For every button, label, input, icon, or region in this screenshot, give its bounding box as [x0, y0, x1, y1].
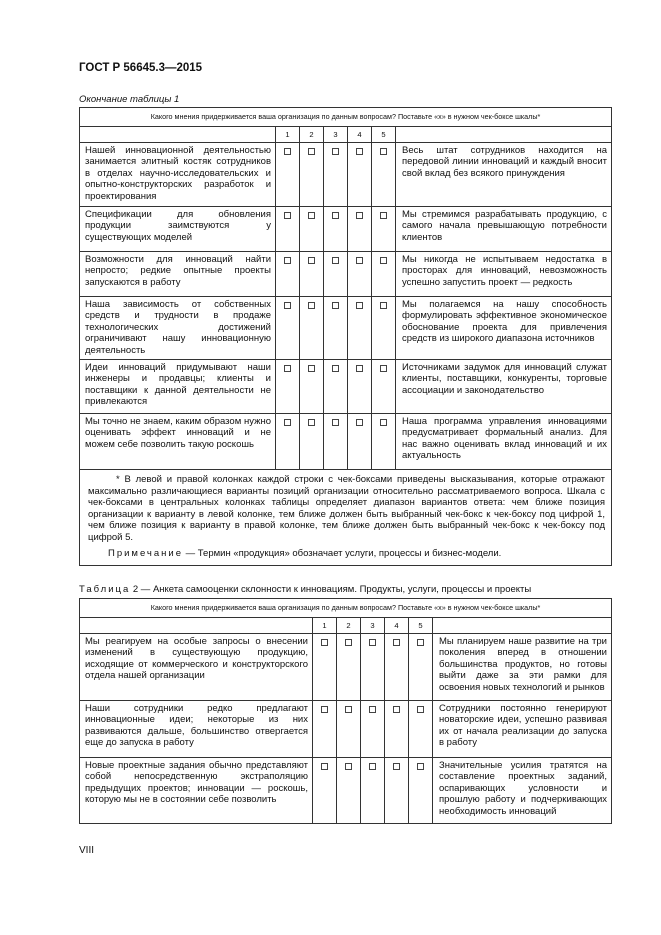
checkbox-5[interactable] — [380, 302, 387, 309]
checkbox-1[interactable] — [321, 639, 328, 646]
checkbox-5[interactable] — [380, 148, 387, 155]
scale-header-4: 4 — [385, 618, 409, 634]
checkbox-4[interactable] — [393, 706, 400, 713]
right-statement: Наша программа управления инновациями предусматривает формальный анализ. Для нас важно оценивать вклад инноваций и их актуальность — [396, 414, 612, 470]
right-statement: Весь штат сотрудников находится на передовой линии инноваций и каждый вносит свой вклад без всякого принуждения — [396, 143, 612, 207]
checkbox-1[interactable] — [321, 706, 328, 713]
table2-caption-label: Таблица — [79, 584, 131, 595]
table1-question: Какого мнения придерживается ваша организация по данным вопросам? Поставьте «x» в нужном чек-боксе шкалы* — [80, 108, 612, 127]
checkbox-2[interactable] — [308, 419, 315, 426]
note-label: Примечание — [108, 547, 183, 559]
note-text: — Термин «продукция» обозначает услуги, процессы и бизнес-модели. — [183, 547, 502, 559]
checkbox-1[interactable] — [284, 302, 291, 309]
checkbox-1[interactable] — [284, 148, 291, 155]
table-row — [80, 360, 612, 414]
table-row — [80, 758, 612, 824]
document-header: ГОСТ Р 56645.3—2015 — [79, 62, 203, 74]
checkbox-5[interactable] — [417, 706, 424, 713]
left-statement: Наши сотрудники редко предлагают инновационные идеи; некоторые из них развиваются дальше, большинство отвергается еще до запуска в работу — [80, 701, 313, 758]
table-row — [80, 207, 612, 252]
table1-footnote: * В левой и правой колонках каждой строки с чек-боксами приведены высказывания, которые отражают максимально различающиеся варианты позиций организации относительно рассматриваемого вопроса. Шкала с чек-боксами в центральных колонках таблицы определяет диапазон вариантов ответа: чем ближе позиция организации к варианту в левой колонке, тем ближе должен быть выбранный чек-бокс к чек-боксу под цифрой 1, чем ближе позиция к варианту в правой колонке, тем ближе должен быть выбранный чек-бокс к чек-боксу под цифрой 5. — [88, 474, 605, 543]
table-row — [80, 414, 612, 470]
right-statement: Источниками задумок для инноваций служат клиенты, поставщики, конкуренты, торговые ассоциации и законодательство — [396, 360, 612, 414]
checkbox-5[interactable] — [380, 257, 387, 264]
scale-header-5: 5 — [372, 127, 396, 143]
checkbox-3[interactable] — [332, 212, 339, 219]
checkbox-3[interactable] — [332, 257, 339, 264]
checkbox-5[interactable] — [380, 212, 387, 219]
checkbox-3[interactable] — [332, 419, 339, 426]
checkbox-4[interactable] — [356, 212, 363, 219]
checkbox-1[interactable] — [284, 257, 291, 264]
left-statement: Идеи инноваций придумывают наши инженеры и продавцы; клиенты и поставщики к данной деятельности не привлекаются — [80, 360, 276, 414]
checkbox-5[interactable] — [380, 365, 387, 372]
checkbox-2[interactable] — [308, 302, 315, 309]
scale-header-3: 3 — [324, 127, 348, 143]
right-statement: Сотрудники постоянно генерируют новаторские идеи, успешно развивая их от начала реализации до запуска в работу — [433, 701, 612, 758]
checkbox-2[interactable] — [308, 148, 315, 155]
checkbox-4[interactable] — [356, 302, 363, 309]
table2-question: Какого мнения придерживается ваша организация по данным вопросам? Поставьте «x» в нужном чек-боксе шкалы* — [80, 599, 612, 618]
checkbox-2[interactable] — [345, 763, 352, 770]
table-row — [80, 143, 612, 207]
checkbox-5[interactable] — [417, 639, 424, 646]
checkbox-2[interactable] — [308, 365, 315, 372]
scale-header-3: 3 — [361, 618, 385, 634]
table1-caption: Окончание таблицы 1 — [79, 94, 180, 105]
table-row — [80, 701, 612, 758]
table1 — [79, 107, 612, 566]
checkbox-5[interactable] — [380, 419, 387, 426]
checkbox-3[interactable] — [332, 148, 339, 155]
scale-header-2: 2 — [337, 618, 361, 634]
right-statement: Мы никогда не испытываем недостатка в просторах для инноваций, невозможность успешно запустить проект — редкость — [396, 252, 612, 297]
checkbox-1[interactable] — [284, 365, 291, 372]
right-statement: Значительные усилия тратятся на составление проектных заданий, оспаривающих условности и прошлую работу и подчеркивающих необходимость инноваций — [433, 758, 612, 824]
table1-footnote-cell — [80, 470, 612, 566]
right-statement: Мы полагаемся на нашу способность формулировать эффективное экономическое обоснование проекта для привлечения средств из широкого диапазона источников — [396, 297, 612, 360]
scale-header-2: 2 — [300, 127, 324, 143]
table2-header-blank — [80, 618, 313, 634]
table2-caption — [79, 584, 531, 595]
right-statement: Мы планируем наше развитие на три поколения вперед в отношении большинства продуктов, но готовы выйти даже за эти рамки для освоения новых технологий и рынков — [433, 634, 612, 701]
right-statement: Мы стремимся разрабатывать продукцию, с самого начала превышающую потребности клиентов — [396, 207, 612, 252]
table2-header-blank-right — [433, 618, 612, 634]
checkbox-3[interactable] — [332, 302, 339, 309]
checkbox-4[interactable] — [356, 365, 363, 372]
table2 — [79, 598, 612, 824]
left-statement: Мы реагируем на особые запросы о внесении изменений в существующую продукцию, исходящие от коммерческого и конструкторского отдела нашей организации — [80, 634, 313, 701]
checkbox-3[interactable] — [369, 763, 376, 770]
checkbox-3[interactable] — [332, 365, 339, 372]
checkbox-1[interactable] — [321, 763, 328, 770]
table-row — [80, 634, 612, 701]
checkbox-4[interactable] — [356, 257, 363, 264]
table-row — [80, 297, 612, 360]
table1-header-blank — [80, 127, 276, 143]
scale-header-1: 1 — [276, 127, 300, 143]
left-statement: Наша зависимость от собственных средств и трудности в продаже технологических достижений ограничивают нашу инновационную деятельность — [80, 297, 276, 360]
checkbox-2[interactable] — [308, 257, 315, 264]
checkbox-1[interactable] — [284, 419, 291, 426]
checkbox-1[interactable] — [284, 212, 291, 219]
table1-header-blank-right — [396, 127, 612, 143]
left-statement: Нашей инновационной деятельностью занимается элитный костяк сотрудников в отделах научно-исследовательских и опытно-конструкторских разработок и проектирования — [80, 143, 276, 207]
checkbox-3[interactable] — [369, 706, 376, 713]
checkbox-2[interactable] — [308, 212, 315, 219]
left-statement: Мы точно не знаем, каким образом нужно оценивать эффект инноваций и не можем себе позволить такую роскошь — [80, 414, 276, 470]
table2-caption-text: 2 — Анкета самооценки склонности к инновациям. Продукты, услуги, процессы и проекты — [130, 584, 532, 595]
checkbox-2[interactable] — [345, 706, 352, 713]
left-statement: Возможности для инноваций найти непросто; редкие опытные проекты запускаются в работу — [80, 252, 276, 297]
left-statement: Новые проектные задания обычно представляют собой непосредственную экстраполяцию предыдущих проектов; инновации — роскошь, которую мы не в состоянии себе позволить — [80, 758, 313, 824]
checkbox-4[interactable] — [356, 148, 363, 155]
scale-header-4: 4 — [348, 127, 372, 143]
checkbox-3[interactable] — [369, 639, 376, 646]
checkbox-2[interactable] — [345, 639, 352, 646]
checkbox-4[interactable] — [393, 639, 400, 646]
table1-note — [88, 548, 605, 560]
checkbox-4[interactable] — [356, 419, 363, 426]
page-number: VIII — [79, 845, 95, 856]
checkbox-4[interactable] — [393, 763, 400, 770]
table-row — [80, 252, 612, 297]
left-statement: Спецификации для обновления продукции заимствуются у существующих моделей — [80, 207, 276, 252]
checkbox-5[interactable] — [417, 763, 424, 770]
scale-header-1: 1 — [313, 618, 337, 634]
scale-header-5: 5 — [409, 618, 433, 634]
